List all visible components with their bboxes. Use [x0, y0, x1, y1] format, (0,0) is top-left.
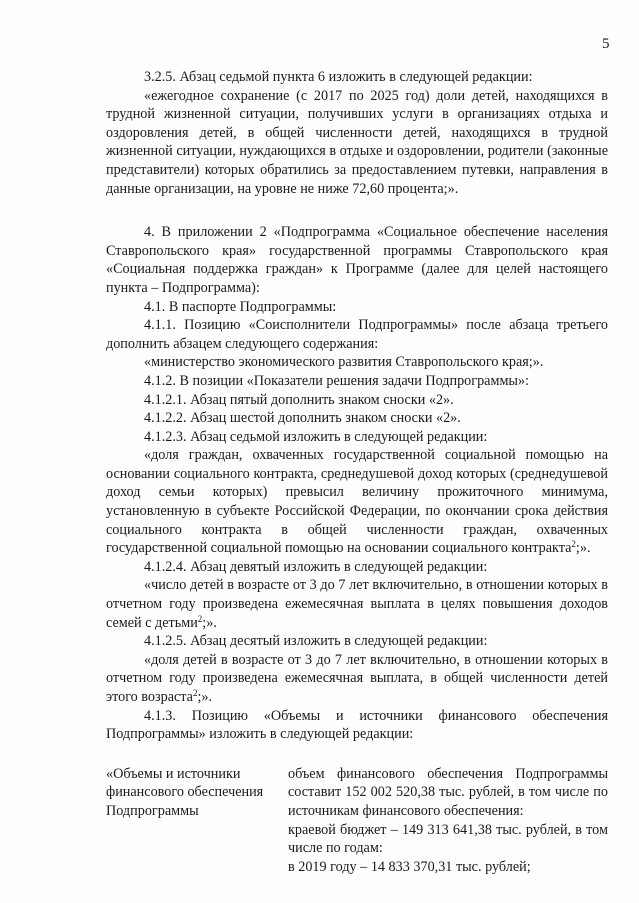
footnote-mark: 2 — [571, 539, 576, 550]
paragraph-tail: ;». — [575, 540, 591, 557]
footnote-mark: 2 — [192, 688, 198, 698]
paragraph — [106, 576, 608, 632]
paragraph: 4.1.2.1. Абзац пятый дополнить знаком сноски «2». — [144, 391, 454, 408]
paragraph: 4.1.1. Позицию «Соисполнители Подпрограммы» после абзаца третьего дополнить абзацем следующего содержания: — [106, 317, 608, 352]
paragraph-text: «доля детей в возрасте от 3 до 7 лет включительно, в отношении которых в отчетном году произведена ежемесячная выплата, в общей численности детей этого возраста — [106, 651, 608, 705]
paragraph: 4.1. В паспорте Подпрограммы: — [144, 298, 337, 315]
passport-table — [106, 765, 608, 877]
paragraph: 3.2.5. Абзац седьмой пункта 6 изложить в следующей редакции: — [144, 69, 533, 85]
paragraph — [106, 446, 608, 558]
paragraph-text: «число детей в возрасте от 3 до 7 лет включительно, в отношении которых в отчетном году произведена ежемесячная выплата в целях повышения доходов семей с детьми — [106, 577, 608, 631]
paragraph — [106, 651, 608, 707]
page-number: 5 — [602, 36, 610, 52]
paragraph-tail: ;». — [197, 689, 213, 705]
table-line: краевой бюджет – 149 313 641,38 тыс. рублей, в том числе по годам: — [288, 821, 608, 857]
paragraph: 4.1.2. В позиции «Показатели решения задачи Подпрограммы»: — [144, 372, 530, 389]
document-body — [106, 68, 608, 876]
table-line: в 2019 году – 14 833 370,31 тыс. рублей; — [288, 858, 531, 875]
paragraph-tail: ;». — [202, 614, 217, 631]
paragraph: 4.1.2.5. Абзац десятый изложить в следующей редакции: — [144, 633, 488, 650]
paragraph: «ежегодное сохранение (с 2017 по 2025 год) доли детей, находящихся в трудной жизненной ситуации, получивших услуги в организациях отдыха и оздоровления детей, в общей численности детей, находящихся в трудной жизненной ситуации, нуждающихся в отдыхе и оздоровлении, родители (законные представители) которых обратились за предоставлением путевки, направления в данные организации, на уровне не ниже 72,60 процента;». — [106, 87, 608, 197]
paragraph-text: «доля граждан, охваченных государственной социальной помощью на основании социального контракта, среднедушевой доход которых (среднедушевой доход семьи которых) превысил величину прожиточного минимума, установленную в субъекте Российской Федерации, по окончании срока действия социального контракта в общей численности граждан, охваченных государственной социальной помощью на основании социального контракта — [106, 447, 608, 557]
paragraph: 4.1.3. Позицию «Объемы и источники финансового обеспечения Подпрограммы» изложить в следующей редакции: — [106, 707, 608, 743]
paragraph: 4.1.2.4. Абзац девятый изложить в следующей редакции: — [144, 558, 488, 575]
table-right-cell — [288, 765, 608, 877]
paragraph: 4. В приложении 2 «Подпрограмма «Социальное обеспечение населения Ставропольского края» государственной программы Ставропольского края «Социальная поддержка граждан» к Программе (далее для целей настоящего пункта – Подпрограмма): — [106, 224, 608, 296]
table-line: объем финансового обеспечения Подпрограммы составит 152 002 520,38 тыс. рублей, в том числе по источникам финансового обеспечения: — [288, 765, 608, 819]
paragraph: 4.1.2.2. Абзац шестой дополнить знаком сноски «2». — [144, 410, 461, 427]
table-left-cell: «Объемы и источники финансового обеспечения Подпрограммы — [106, 765, 264, 819]
paragraph: 4.1.2.3. Абзац седьмой изложить в следующей редакции: — [144, 428, 488, 445]
footnote-mark: 2 — [197, 613, 203, 624]
paragraph: «министерство экономического развития Ставропольского края;». — [144, 354, 544, 371]
